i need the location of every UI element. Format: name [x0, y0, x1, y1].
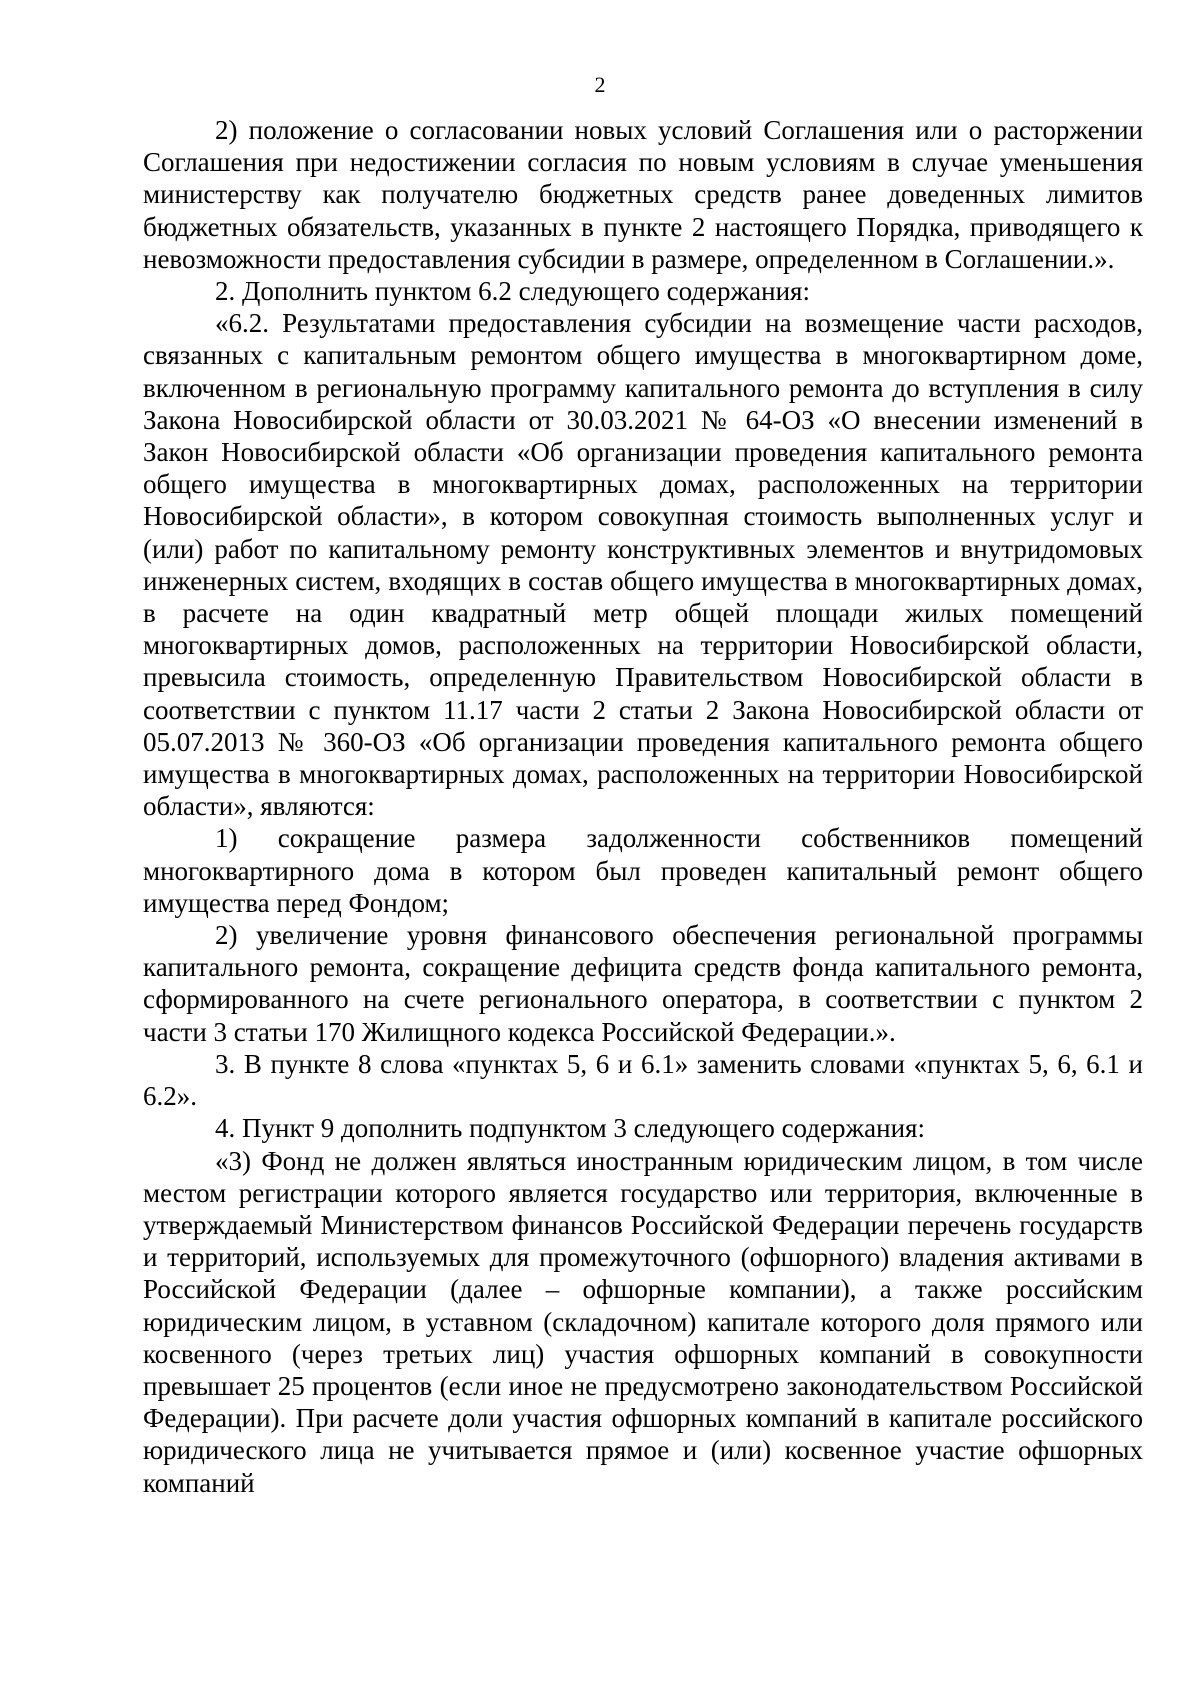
- paragraph-subclause-3: «3) Фонд не должен являться иностранным юридическим лицом, в том числе местом регистрации которого является государство или территория, включенные в утверждаемый Министерством финансов Российской Федерации перечень государств и территорий, используемых для промежуточного (офшорного) владения активами в Российской Федерации (далее – офшорные компании), а также российским юридическим лицом, в уставном (складочном) капитале которого доля прямого или косвенного (через третьих лиц) участия офшорных компаний в совокупности превышает 25 процентов (если иное не предусмотрено законодательством Российской Федерации). При расчете доли участия офшорных компаний в капитале российского юридического лица не учитывается прямое и (или) косвенное участие офшорных компаний: [143, 1145, 1143, 1498]
- page-number: 2: [594, 72, 606, 97]
- document-body: [143, 114, 1143, 1499]
- paragraph-clause-6-2: «6.2. Результатами предоставления субсидии на возмещение части расходов, связанных с капитальным ремонтом общего имущества в многоквартирном доме, включенном в региональную программу капитального ремонта до вступления в силу Закона Новосибирской области от 30.03.2021 № 64-ОЗ «О внесении изменений в Закон Новосибирской области «Об организации проведения капитального ремонта общего имущества в многоквартирных домах, расположенных на территории Новосибирской области», в котором совокупная стоимость выполненных услуг и (или) работ по капитальному ремонту конструктивных элементов и внутридомовых инженерных систем, входящих в состав общего имущества в многоквартирных домах, в расчете на один квадратный метр общей площади жилых помещений многоквартирных домов, расположенных на территории Новосибирской области, превысила стоимость, определенную Правительством Новосибирской области в соответствии с пунктом 11.17 части 2 статьи 2 Закона Новосибирской области от 05.07.2013 № 360-ОЗ «Об организации проведения капитального ремонта общего имущества в многоквартирных домах, расположенных на территории Новосибирской области», являются:: [143, 308, 1143, 822]
- paragraph-item-2-terms: 2) положение о согласовании новых условий Соглашения или о расторжении Соглашения при недостижении согласия по новым условиям в случае уменьшения министерству как получателю бюджетных средств ранее доведенных лимитов бюджетных обязательств, указанных в пункте 2 настоящего Порядка, приводящего к невозможности предоставления субсидии в размере, определенном в Соглашении.».: [143, 115, 1143, 274]
- paragraph-result-1: 1) сокращение размера задолженности собственников помещений многоквартирного дома в котором был проведен капитальный ремонт общего имущества перед Фондом;: [143, 823, 1143, 918]
- paragraph-result-2: 2) увеличение уровня финансового обеспечения региональной программы капитального ремонта, сокращение дефицита средств фонда капитального ремонта, сформированного на счете регионального оператора, в соответствии с пунктом 2 части 3 статьи 170 Жилищного кодекса Российской Федерации.».: [143, 920, 1143, 1047]
- paragraph-amend-2: 2. Дополнить пунктом 6.2 следующего содержания:: [215, 276, 810, 307]
- paragraph-amend-3: 3. В пункте 8 слова «пунктах 5, 6 и 6.1» заменить словами «пунктах 5, 6, 6.1 и 6.2».: [143, 1048, 1143, 1112]
- paragraph-amend-4: 4. Пункт 9 дополнить подпунктом 3 следующего содержания:: [215, 1113, 925, 1144]
